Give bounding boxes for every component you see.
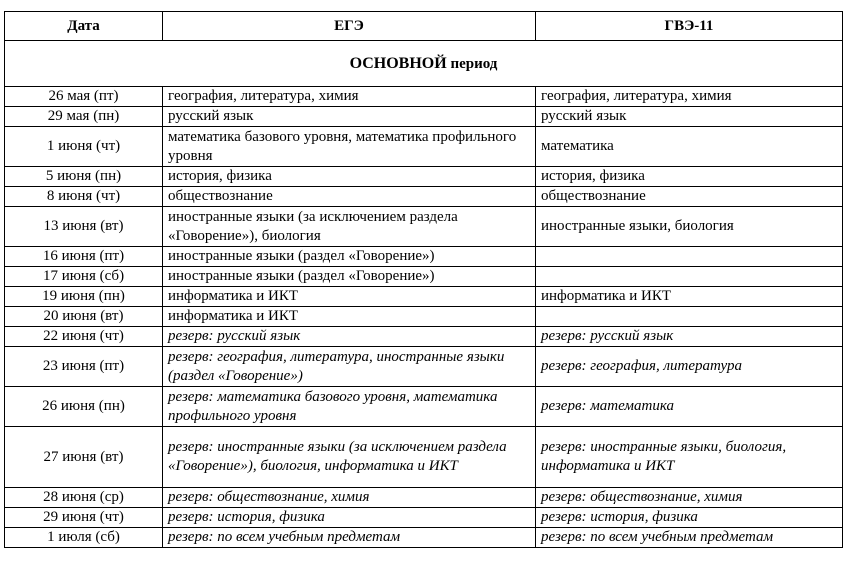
date-cell: 20 июня (вт) [5, 307, 163, 327]
ege-cell: иностранные языки (за исключением раздела «Говорение»), биология [163, 207, 536, 247]
ege-cell: иностранные языки (раздел «Говорение») [163, 247, 536, 267]
gve-cell: иностранные языки, биология [536, 207, 843, 247]
date-cell: 8 июня (чт) [5, 187, 163, 207]
gve-cell [536, 247, 843, 267]
gve-cell: резерв: обществознание, химия [536, 488, 843, 508]
table-row [5, 347, 843, 387]
ege-cell: математика базового уровня, математика профильного уровня [163, 127, 536, 167]
date-cell: 22 июня (чт) [5, 327, 163, 347]
gve-cell: русский язык [536, 107, 843, 127]
date-cell: 16 июня (пт) [5, 247, 163, 267]
date-cell: 23 июня (пт) [5, 347, 163, 387]
period-row [5, 41, 843, 87]
table-row [5, 528, 843, 548]
gve-cell: резерв: история, физика [536, 508, 843, 528]
date-cell: 1 июня (чт) [5, 127, 163, 167]
ege-cell: резерв: русский язык [163, 327, 536, 347]
date-cell: 1 июля (сб) [5, 528, 163, 548]
ege-cell: история, физика [163, 167, 536, 187]
ege-cell: резерв: по всем учебным предметам [163, 528, 536, 548]
ege-cell: иностранные языки (раздел «Говорение») [163, 267, 536, 287]
table-row [5, 427, 843, 488]
gve-cell: резерв: география, литература [536, 347, 843, 387]
table-row [5, 508, 843, 528]
header-ege: ЕГЭ [163, 12, 536, 41]
gve-cell: обществознание [536, 187, 843, 207]
table-row [5, 87, 843, 107]
date-cell: 13 июня (вт) [5, 207, 163, 247]
header-row [5, 12, 843, 41]
ege-cell: русский язык [163, 107, 536, 127]
table-row [5, 287, 843, 307]
date-cell: 28 июня (ср) [5, 488, 163, 508]
table-row [5, 187, 843, 207]
ege-cell: резерв: география, литература, иностранные языки (раздел «Говорение») [163, 347, 536, 387]
period-title [5, 41, 843, 87]
table-row [5, 207, 843, 247]
gve-cell: география, литература, химия [536, 87, 843, 107]
ege-cell: резерв: история, физика [163, 508, 536, 528]
ege-cell: резерв: обществознание, химия [163, 488, 536, 508]
period-title-rest: период [446, 55, 498, 72]
ege-cell: резерв: математика базового уровня, математика профильного уровня [163, 387, 536, 427]
exam-schedule-table [4, 11, 843, 548]
gve-cell: резерв: русский язык [536, 327, 843, 347]
table-row [5, 107, 843, 127]
gve-cell: история, физика [536, 167, 843, 187]
gve-cell [536, 307, 843, 327]
table-row [5, 307, 843, 327]
gve-cell: математика [536, 127, 843, 167]
date-cell: 17 июня (сб) [5, 267, 163, 287]
table-row [5, 387, 843, 427]
date-cell: 29 июня (чт) [5, 508, 163, 528]
date-cell: 19 июня (пн) [5, 287, 163, 307]
gve-cell: резерв: иностранные языки, биология, информатика и ИКТ [536, 427, 843, 488]
ege-cell: информатика и ИКТ [163, 307, 536, 327]
gve-cell: информатика и ИКТ [536, 287, 843, 307]
ege-cell: информатика и ИКТ [163, 287, 536, 307]
period-title-caps: ОСНОВНОЙ [349, 54, 447, 72]
table-row [5, 267, 843, 287]
table-row [5, 327, 843, 347]
ege-cell: резерв: иностранные языки (за исключением раздела «Говорение»), биология, информатика и ИКТ [163, 427, 536, 488]
date-cell: 26 июня (пн) [5, 387, 163, 427]
header-date: Дата [5, 12, 163, 41]
date-cell: 5 июня (пн) [5, 167, 163, 187]
date-cell: 29 мая (пн) [5, 107, 163, 127]
ege-cell: обществознание [163, 187, 536, 207]
gve-cell [536, 267, 843, 287]
table-row [5, 488, 843, 508]
table-row [5, 127, 843, 167]
date-cell: 27 июня (вт) [5, 427, 163, 488]
gve-cell: резерв: по всем учебным предметам [536, 528, 843, 548]
table-row [5, 167, 843, 187]
date-cell: 26 мая (пт) [5, 87, 163, 107]
table-row [5, 247, 843, 267]
header-gve: ГВЭ-11 [536, 12, 843, 41]
ege-cell: география, литература, химия [163, 87, 536, 107]
gve-cell: резерв: математика [536, 387, 843, 427]
